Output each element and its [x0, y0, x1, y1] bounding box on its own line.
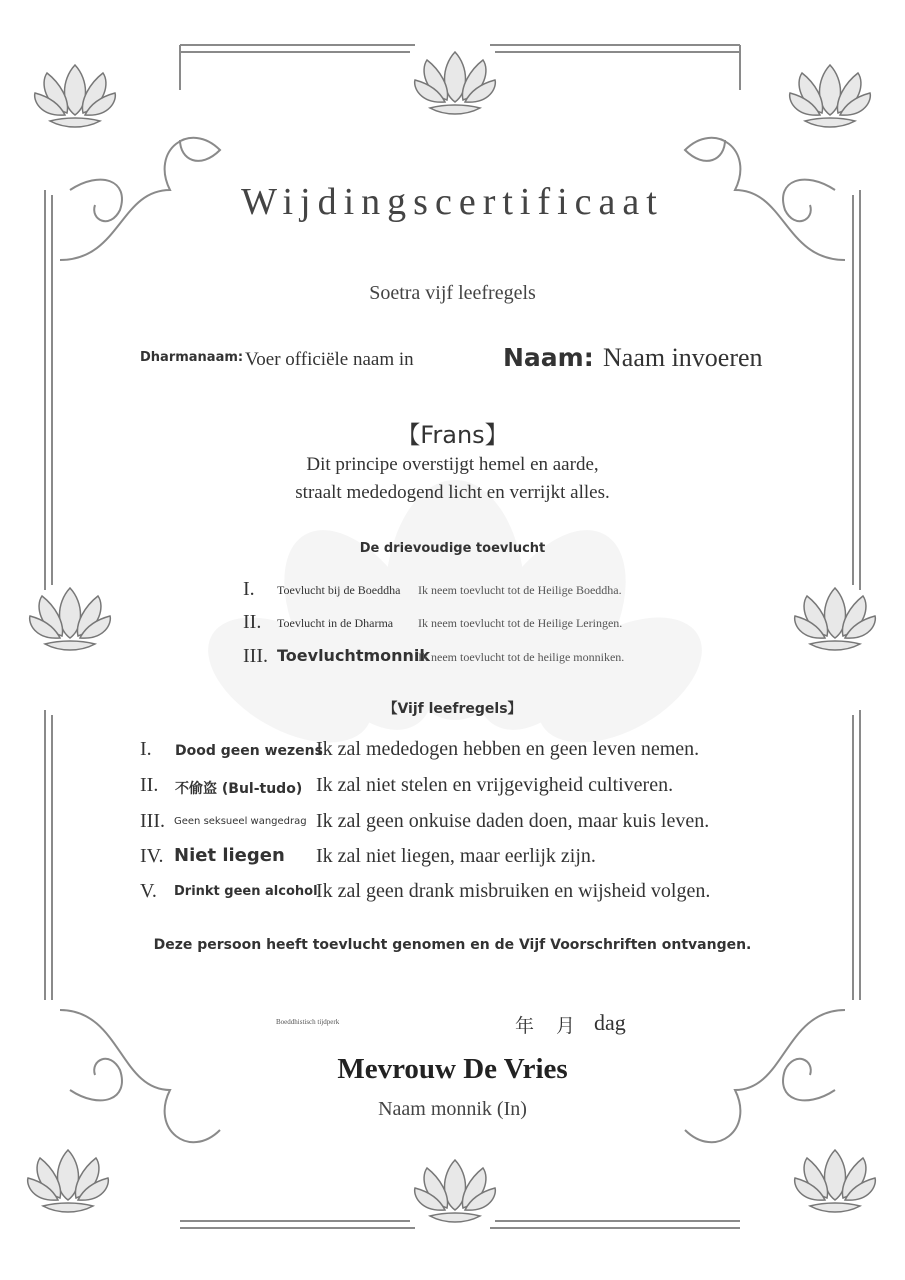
precept-number: I.: [140, 738, 152, 760]
lotus-icon: [415, 1160, 496, 1222]
lotus-icon: [415, 52, 496, 114]
precept-text: Ik zal geen onkuise daden doen, maar kuis leven.: [316, 810, 710, 832]
lotus-icon: [795, 1150, 876, 1212]
certificate-title: Wijdingscertificaat: [241, 181, 664, 223]
era-label: Boeddhistisch tijdperk: [276, 1018, 340, 1026]
precept-number: V.: [140, 880, 157, 902]
refuge-name: Toevlucht in de Dharma: [277, 616, 394, 630]
precept-name: Dood geen wezens: [175, 743, 323, 759]
verse-line-1: Dit principe overstijgt hemel en aarde,: [306, 454, 599, 475]
signer-name: Mevrouw De Vries: [337, 1053, 568, 1085]
lotus-icon: [790, 65, 871, 127]
day-label: dag: [594, 1010, 626, 1035]
dharma-name-field[interactable]: Voer officiële naam in: [245, 349, 414, 370]
dharma-name-label: Dharmanaam:: [140, 350, 244, 365]
refuge-text: Ik neem toevlucht tot de heilige monniken.: [418, 650, 625, 664]
lotus-icon: [35, 65, 116, 127]
month-label: 月: [556, 1015, 576, 1037]
refuge-text: Ik neem toevlucht tot de Heilige Boeddha.: [418, 583, 622, 597]
refuge-number: I.: [243, 578, 255, 600]
precept-number: III.: [140, 810, 165, 832]
refuge-number: II.: [243, 611, 262, 633]
precept-number: IV.: [140, 845, 164, 867]
precept-name: 不偷盗 (Bul-tudo): [175, 781, 303, 797]
refuge-number: III.: [243, 645, 268, 667]
precept-name: Drinkt geen alcohol: [174, 884, 318, 899]
refuge-heading: De drievoudige toevlucht: [359, 541, 546, 556]
section-heading: 【Frans】: [396, 421, 509, 449]
precept-name: Niet liegen: [174, 845, 285, 866]
precept-number: II.: [140, 774, 159, 796]
name-field[interactable]: Naam invoeren: [603, 343, 763, 372]
verse-line-2: straalt mededogend licht en verrijkt alles.: [295, 482, 610, 503]
precept-name: Geen seksueel wangedrag: [174, 816, 307, 827]
year-label: 年: [515, 1015, 535, 1037]
precept-text: Ik zal mededogen hebben en geen leven nemen.: [316, 738, 700, 760]
precept-text: Ik zal geen drank misbruiken en wijsheid volgen.: [316, 880, 711, 902]
lotus-icon: [30, 588, 111, 650]
precept-text: Ik zal niet stelen en vrijgevigheid cultiveren.: [316, 774, 674, 796]
statement: Deze persoon heeft toevlucht genomen en de Vijf Voorschriften ontvangen.: [153, 937, 752, 953]
name-label: Naam:: [503, 343, 594, 372]
refuge-name: Toevluchtmonnik: [277, 646, 431, 665]
refuge-name: Toevlucht bij de Boeddha: [277, 583, 401, 597]
lotus-icon: [28, 1150, 109, 1212]
precepts-heading: 【Vijf leefregels】: [383, 701, 522, 717]
precept-text: Ik zal niet liegen, maar eerlijk zijn.: [316, 845, 596, 867]
subtitle: Soetra vijf leefregels: [369, 282, 536, 304]
lotus-icon: [795, 588, 876, 650]
signer-role: Naam monnik (In): [378, 1098, 527, 1120]
refuge-text: Ik neem toevlucht tot de Heilige Leringen.: [418, 616, 623, 630]
